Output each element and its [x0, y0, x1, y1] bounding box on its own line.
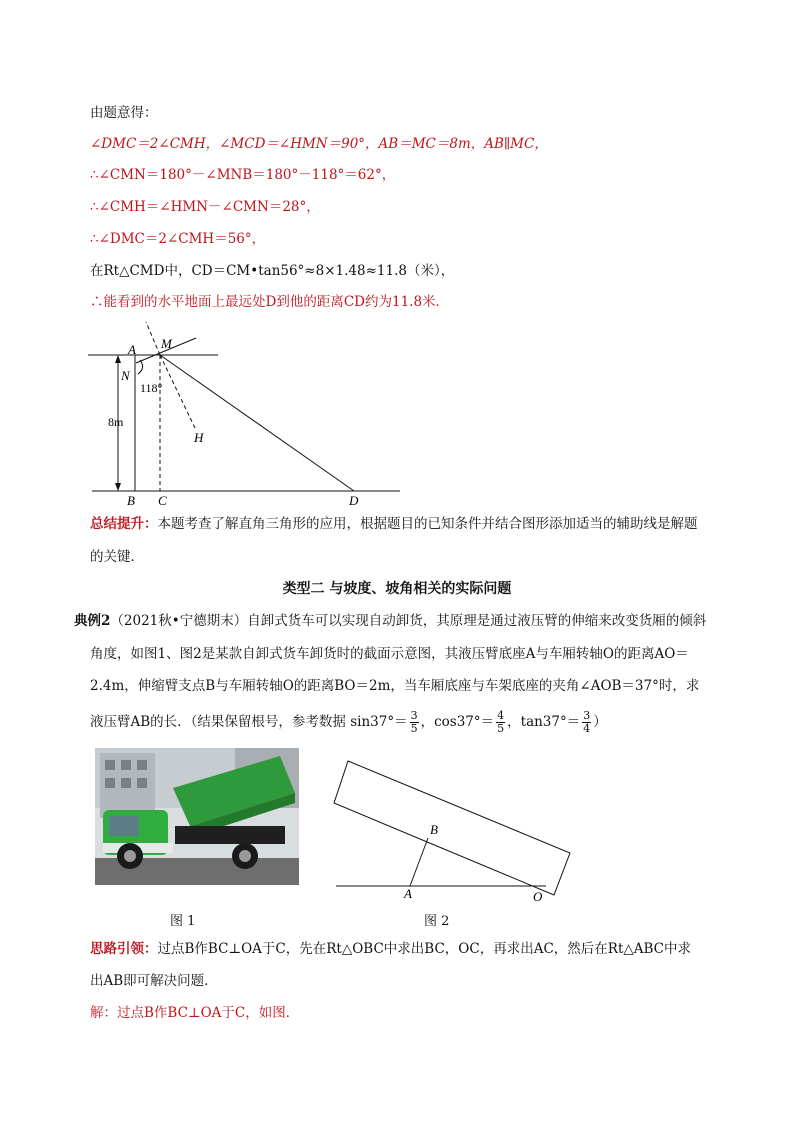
- label-B: B: [127, 493, 135, 508]
- label-M: M: [161, 336, 172, 351]
- arrow-head-top: [115, 355, 121, 363]
- label-8m: 8m: [108, 415, 124, 429]
- solution-line-5: ∴∠DMC＝2∠CMH＝56°，: [90, 231, 266, 247]
- label-A: A: [128, 342, 136, 357]
- fraction-cos: [496, 710, 505, 735]
- cos-label: ，cos37°＝: [420, 714, 495, 730]
- label-A: A: [404, 886, 412, 901]
- figure-observation-diagram: [88, 318, 408, 508]
- summary-text-1: 本题考查了解直角三角形的应用，根据题目的已知条件并结合图形添加适当的辅助线是解题: [157, 516, 698, 532]
- arrow-head-bottom: [115, 483, 121, 491]
- caption-fig2: 图 2: [424, 914, 450, 929]
- fraction-sin: [410, 710, 419, 735]
- summary-line-1: [90, 515, 698, 533]
- label-B: B: [430, 822, 438, 837]
- solution-line-1: 由题意得：: [90, 105, 158, 121]
- hint-text-1: 过点B作BC⊥OA于C，先在Rt△OBC中求出BC，OC，再求出AC，然后在Rt△ABC中求: [157, 941, 691, 957]
- sin-denominator: 5: [410, 722, 418, 735]
- solution-line-7: ∴能看到的水平地面上最远处D到他的距离CD约为11.8米．: [90, 294, 450, 310]
- hint-heading: 思路引领：: [90, 941, 158, 957]
- figure-2-diagram: [330, 755, 580, 905]
- sight-line-dashed: [146, 322, 160, 355]
- cos-denominator: 5: [497, 722, 505, 735]
- example-line-3: 2.4m，伸缩臂支点B与车厢转轴O的距离BO＝2m，当车厢底座与车架底座的夹角∠AOB＝37°时，求: [90, 678, 700, 694]
- tan-numerator: 3: [583, 709, 591, 722]
- example-tag: 典例2: [74, 613, 111, 629]
- example-line-1: [74, 612, 706, 630]
- label-O: O: [533, 889, 543, 904]
- solution-line-2: ∠DMC＝2∠CMH，∠MCD＝∠HMN＝90°，AB＝MC＝8m，AB∥MC，: [90, 136, 548, 152]
- fraction-tan: [582, 710, 591, 735]
- example-line-4: [90, 707, 607, 737]
- tan-label: ，tan37°＝: [507, 714, 581, 730]
- solution2-line-1: 解：过点B作BC⊥OA于C，如图．: [90, 1005, 300, 1021]
- example-text-4-end: ）: [593, 714, 607, 730]
- caption-fig1: 图 1: [170, 914, 196, 929]
- solution-line-4: ∴∠CMH＝∠HMN－∠CMN＝28°，: [90, 199, 320, 215]
- hint-line-2: 出AB即可解决问题．: [90, 973, 218, 989]
- dump-truck-photo: [95, 748, 299, 885]
- example-text-1: （2021秋•宁德期末）自卸式货车可以实现自动卸货，其原理是通过液压臂的伸缩来改变货厢的倾斜: [110, 613, 707, 629]
- summary-heading: 总结提升：: [90, 516, 158, 532]
- sin-numerator: 3: [410, 709, 418, 722]
- label-angle: 118°: [140, 381, 163, 395]
- summary-line-2: 的关键．: [90, 549, 144, 565]
- segment-AB: [410, 838, 428, 886]
- segment-MH-dashed: [160, 355, 195, 428]
- solution-line-3: ∴∠CMN＝180°－∠MNB＝180°－118°＝62°，: [90, 167, 396, 183]
- example-line-2: 角度，如图1、图2是某款自卸式货车卸货时的截面示意图，其液压臂底座A与车厢转轴O的距离AO＝: [90, 646, 689, 662]
- section-title: 类型二 与坡度、坡角相关的实际问题: [282, 581, 512, 597]
- label-N: N: [121, 368, 130, 383]
- segment-MD: [160, 355, 354, 491]
- tan-denominator: 4: [583, 722, 591, 735]
- label-D: D: [349, 493, 359, 508]
- cos-numerator: 4: [497, 709, 505, 722]
- example-text-4a: 液压臂AB的长．（结果保留根号，参考数据 sin37°＝: [90, 714, 408, 730]
- hint-line-1: [90, 940, 691, 958]
- solution-line-6: 在Rt△CMD中，CD＝CM•tan56°≈8×1.48≈11.8（米），: [90, 263, 455, 279]
- label-H: H: [194, 430, 204, 445]
- label-C: C: [158, 493, 167, 508]
- truck-bed-rectangle: [334, 761, 570, 895]
